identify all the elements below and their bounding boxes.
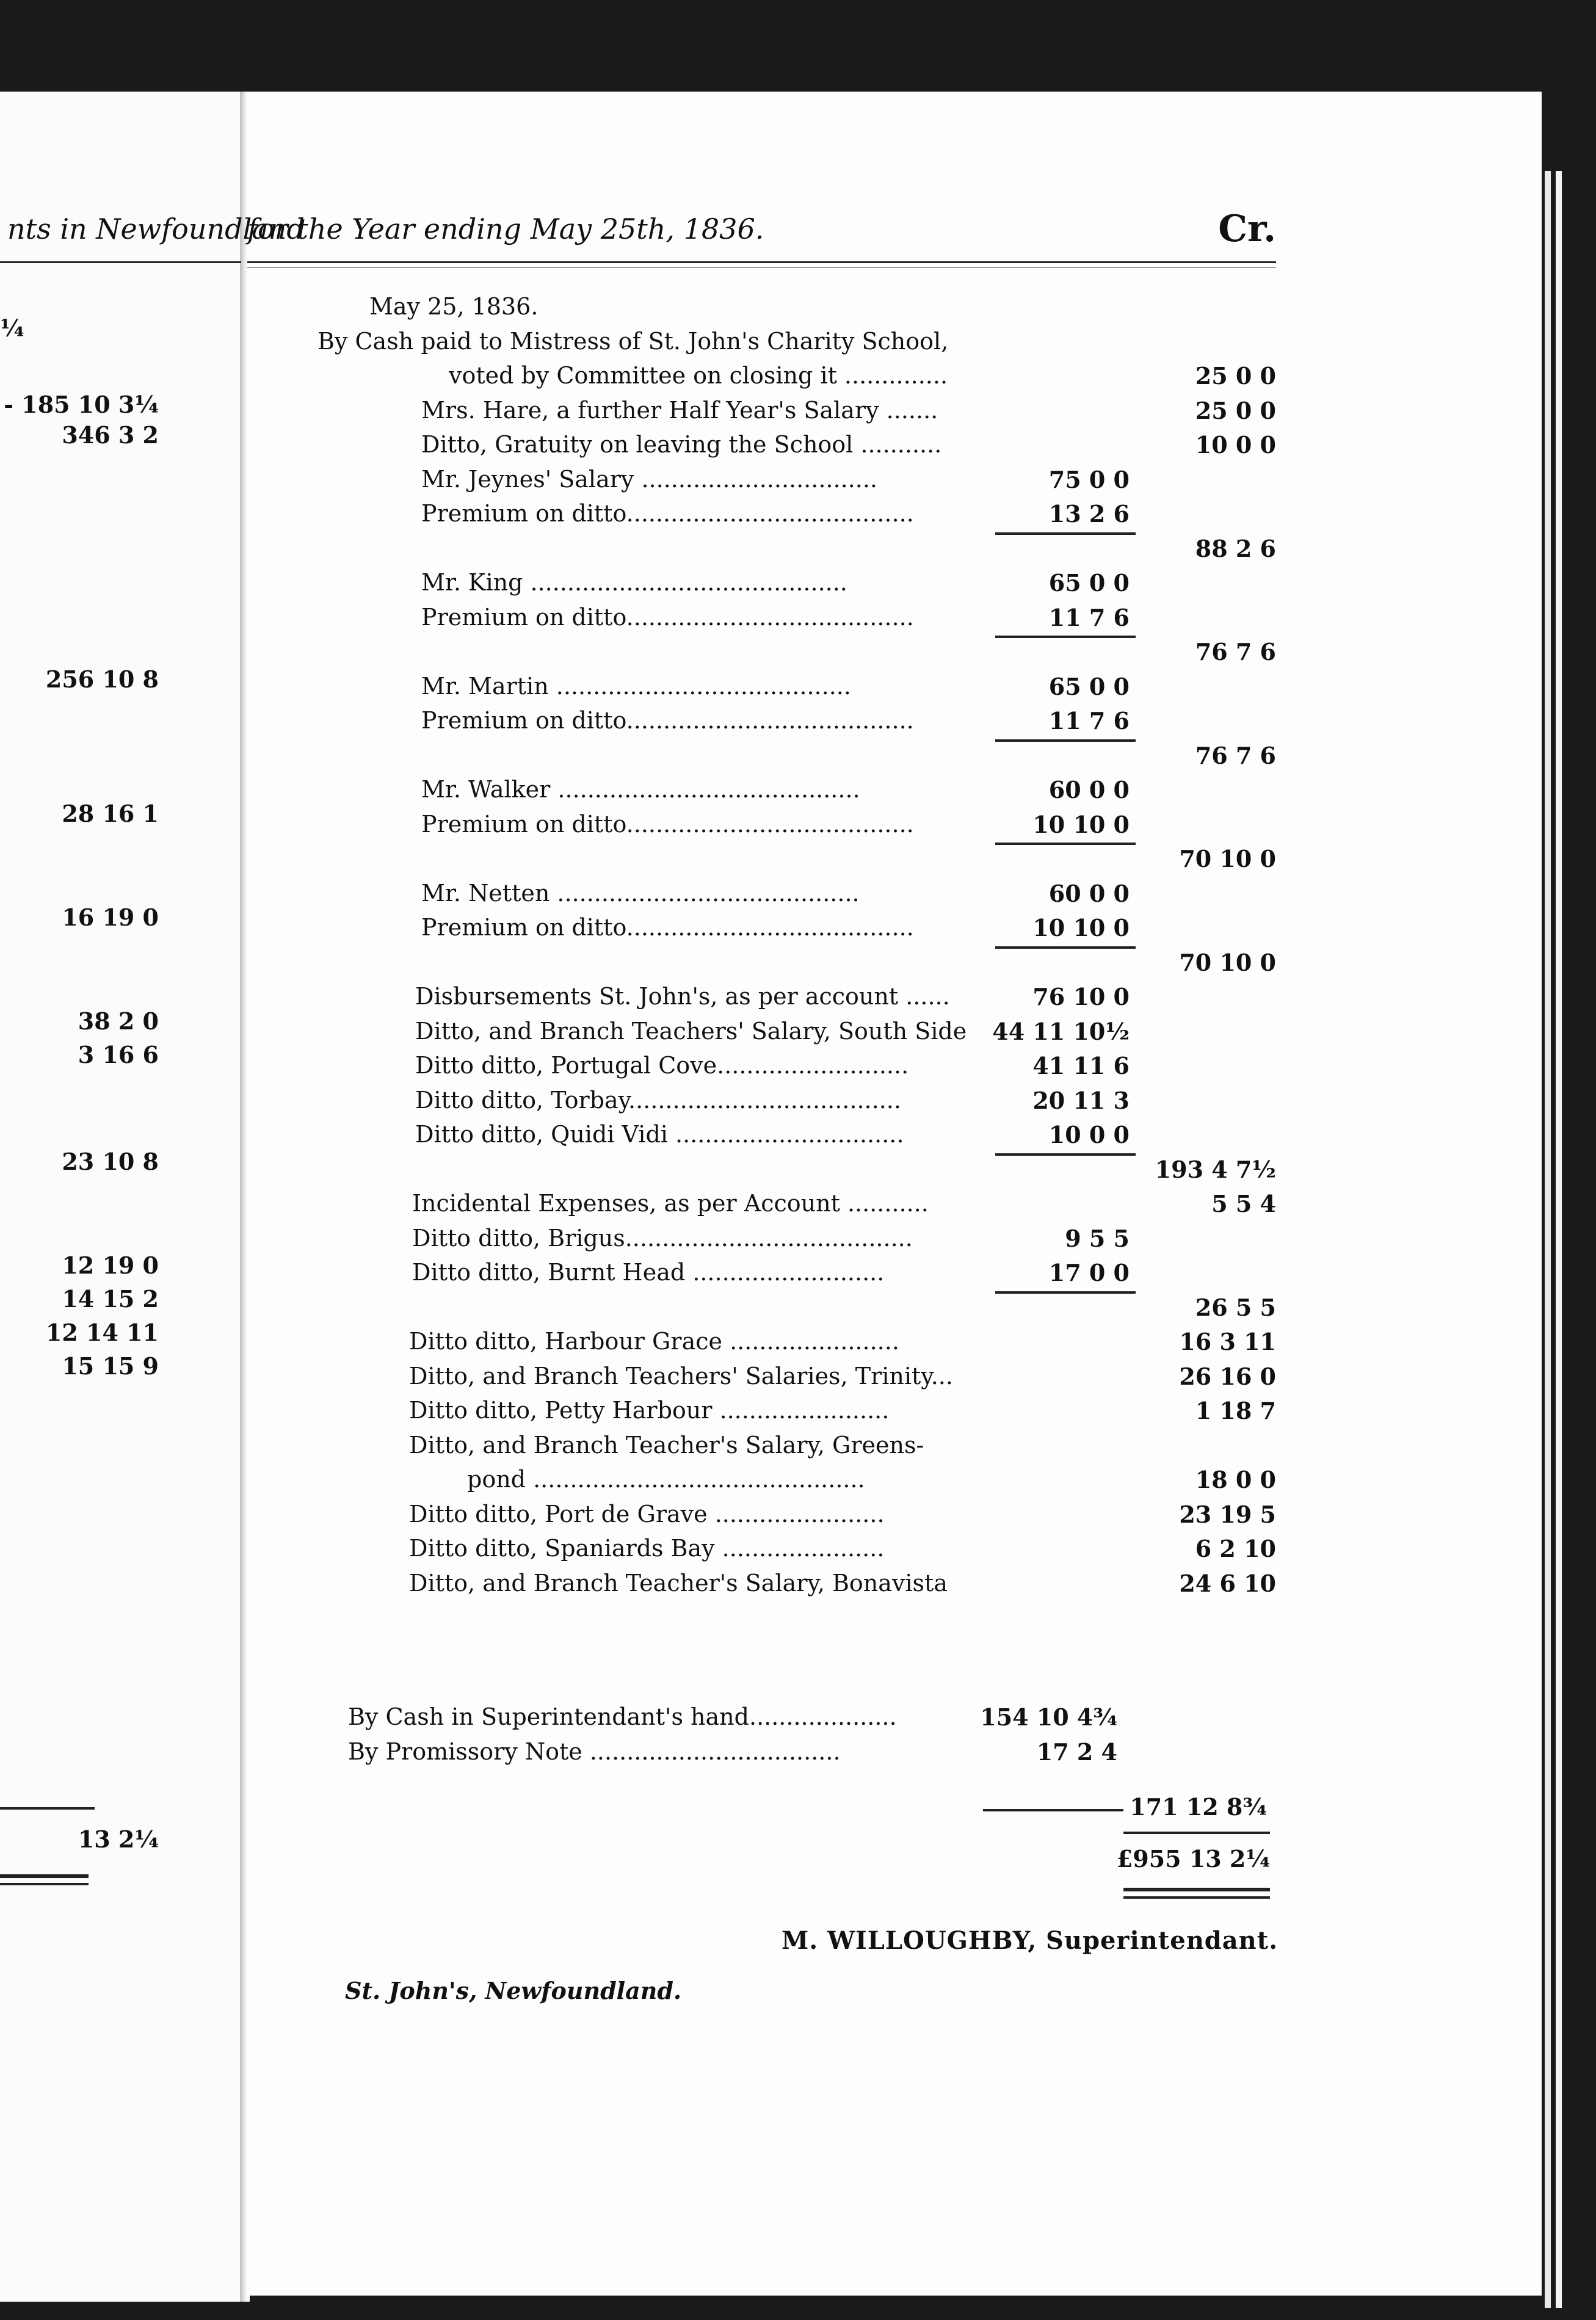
left-total-rule: [0, 1807, 95, 1810]
entry-total: 24 6 10: [1179, 1569, 1276, 1597]
ledger-row: [0, 293, 1282, 327]
entry-amount: 60 0 0: [1048, 776, 1130, 803]
entry-description: Incidental Expenses, as per Account ...........: [412, 1190, 929, 1217]
entry-amount: 17 0 0: [1048, 1259, 1130, 1286]
header-credit-label: Cr.: [1218, 208, 1276, 250]
entry-total: 26 5 5: [1195, 1293, 1276, 1321]
entry-description: Ditto, and Branch Teachers' Salaries, Trinity...: [409, 1362, 953, 1390]
entry-description: Ditto ditto, Quidi Vidi ...............................: [415, 1121, 904, 1148]
left-double-rule: [0, 1883, 89, 1885]
left-top-mark: ¼: [0, 314, 24, 342]
header-rule: [247, 261, 1276, 263]
entry-total: 10 0 0: [1195, 431, 1276, 459]
entry-amount: 20 11 3: [1032, 1086, 1130, 1114]
entry-total: 5 5 4: [1211, 1190, 1276, 1217]
entry-description: Ditto ditto, Brigus.......................................: [412, 1224, 913, 1252]
page-edge: [1556, 171, 1562, 2308]
ledger-row: [0, 1190, 1282, 1224]
left-amount: 38 2 0: [78, 1007, 159, 1035]
entry-description: pond .............................................: [467, 1466, 865, 1493]
entry-total: 23 19 5: [1179, 1500, 1276, 1528]
entry-amount: 41 11 6: [1032, 1052, 1130, 1079]
left-amount: 12 14 11: [45, 1319, 159, 1346]
place-line: St. John's, Newfoundland.: [345, 1977, 682, 2004]
closing-description: By Cash in Superintendant's hand....................: [348, 1703, 897, 1730]
entry-amount: 44 11 10½: [992, 1017, 1130, 1045]
entry-description: Disbursements St. John's, as per account ......: [415, 983, 950, 1010]
ledger-row: [0, 500, 1282, 534]
entry-amount: 10 0 0: [1048, 1121, 1130, 1148]
entry-description: Ditto, and Branch Teacher's Salary, Bonavista: [409, 1569, 948, 1597]
entry-total: 70 10 0: [1179, 845, 1276, 872]
ledger-row: [0, 983, 1282, 1017]
left-amount: 14 15 2: [62, 1285, 159, 1313]
ledger-row: [0, 1052, 1282, 1086]
header-title: for the Year ending May 25th, 1836.: [247, 212, 764, 245]
entry-description: Mr. Martin ........................................: [421, 672, 851, 700]
entry-description: Premium on ditto.......................................: [421, 707, 914, 734]
entry-amount: 76 10 0: [1032, 983, 1130, 1010]
left-amount: 28 16 1: [62, 800, 159, 827]
ledger-row: [0, 914, 1282, 948]
entry-total: 70 10 0: [1179, 948, 1276, 976]
entry-description: Premium on ditto.......................................: [421, 603, 914, 631]
entry-total: 76 7 6: [1195, 638, 1276, 665]
ledger-row: [0, 673, 1282, 707]
left-amount: - 185 10 3¼: [4, 391, 159, 418]
entry-description: Ditto ditto, Harbour Grace .......................: [409, 1328, 899, 1355]
closing-description: By Promissory Note ..................................: [348, 1738, 841, 1765]
entry-description: Mr. Jeynes' Salary ................................: [421, 465, 877, 493]
entry-total: 1 18 7: [1195, 1397, 1276, 1424]
entry-amount: 75 0 0: [1048, 465, 1130, 493]
ledger-row: [0, 535, 1282, 569]
header-left-fragment: nts in Newfoundland: [7, 212, 305, 245]
grand-total: £955 13 2¼: [1116, 1845, 1270, 1872]
entry-total: 76 7 6: [1195, 741, 1276, 769]
ledger-row: [0, 1397, 1282, 1431]
entry-description: May 25, 1836.: [369, 293, 539, 320]
entry-amount: 65 0 0: [1048, 672, 1130, 700]
ledger-row: [0, 1363, 1282, 1397]
left-amount: 12 19 0: [62, 1252, 159, 1279]
ledger-row: [0, 569, 1282, 603]
left-amount: 15 15 9: [62, 1352, 159, 1380]
entry-amount: 9 5 5: [1065, 1224, 1130, 1252]
header-rule-thin: [247, 267, 1276, 268]
ledger-row: [0, 880, 1282, 914]
closing-row: [0, 1793, 1282, 1827]
closing-amount: 17 2 4: [1036, 1738, 1117, 1766]
entry-description: Mr. King ...........................................: [421, 569, 847, 596]
ledger-row: [0, 604, 1282, 638]
entry-total: 88 2 6: [1195, 534, 1276, 562]
total-double-rule: [1123, 1896, 1270, 1899]
left-amount: 256 10 8: [45, 665, 159, 693]
ledger-row: [0, 1018, 1282, 1052]
ledger-row: [0, 1466, 1282, 1500]
ledger-row: [0, 1259, 1282, 1293]
ledger-row: [0, 1432, 1282, 1466]
entry-description: Ditto ditto, Petty Harbour .......................: [409, 1397, 890, 1424]
page-header: [0, 208, 1276, 261]
page-edge: [1545, 171, 1551, 2308]
closing-amount: 154 10 4¾: [980, 1703, 1117, 1731]
entry-amount: 10 10 0: [1032, 914, 1130, 941]
entry-description: Premium on ditto.......................................: [421, 914, 914, 941]
ledger-row: [0, 397, 1282, 431]
entry-description: Mr. Walker .........................................: [421, 776, 860, 803]
ledger-row: [0, 638, 1282, 672]
ledger-row: [0, 362, 1282, 396]
header-rule-left: [0, 261, 241, 263]
ledger-row: [0, 1121, 1282, 1155]
entry-amount: 11 7 6: [1048, 707, 1130, 734]
total-rule-top: [1123, 1832, 1270, 1834]
entry-description: Premium on ditto.......................................: [421, 810, 914, 838]
ledger-row: [0, 1328, 1282, 1362]
entry-description: Mr. Netten .........................................: [421, 879, 860, 907]
entry-amount: 60 0 0: [1048, 879, 1130, 907]
entry-description: Ditto ditto, Portugal Cove..........................: [415, 1052, 909, 1079]
ledger-row: [0, 1294, 1282, 1328]
left-amount: 16 19 0: [62, 904, 159, 931]
entry-description: Ditto, Gratuity on leaving the School ...........: [421, 431, 942, 458]
ledger-row: [0, 1570, 1282, 1604]
ledger-row: [0, 1156, 1282, 1190]
entry-description: By Cash paid to Mistress of St. John's Charity School,: [317, 327, 949, 355]
closing-row: [0, 1738, 1282, 1772]
entry-total: 25 0 0: [1195, 362, 1276, 390]
left-amount: 13 2¼: [78, 1825, 159, 1853]
entry-total: 16 3 11: [1179, 1328, 1276, 1355]
ledger-row: [0, 431, 1282, 465]
entry-total: 26 16 0: [1179, 1362, 1276, 1390]
entry-description: Premium on ditto.......................................: [421, 500, 914, 527]
ledger-row: [0, 466, 1282, 500]
signature: M. WILLOUGHBY, Superintendant.: [782, 1926, 1279, 1955]
ledger-row: [0, 1501, 1282, 1535]
ledger-row: [0, 707, 1282, 741]
entry-total: 193 4 7½: [1155, 1155, 1276, 1183]
entry-total: 6 2 10: [1195, 1535, 1276, 1562]
grand-total-row: [1099, 1845, 1270, 1879]
entry-amount: 10 10 0: [1032, 810, 1130, 838]
ledger-row: [0, 742, 1282, 776]
entry-amount: 65 0 0: [1048, 569, 1130, 596]
entry-description: Ditto, and Branch Teachers' Salary, South Side: [415, 1017, 967, 1045]
closing-row: [0, 1703, 1282, 1738]
left-amount: 3 16 6: [78, 1041, 159, 1068]
entry-description: voted by Committee on closing it ..............: [449, 362, 948, 389]
entry-description: Mrs. Hare, a further Half Year's Salary .......: [421, 396, 938, 424]
left-amount: 23 10 8: [62, 1148, 159, 1175]
entry-amount: 13 2 6: [1048, 500, 1130, 527]
entry-total: 18 0 0: [1195, 1466, 1276, 1493]
ledger-row: [0, 1225, 1282, 1259]
total-double-rule: [1123, 1888, 1270, 1891]
entry-description: Ditto ditto, Port de Grave .......................: [409, 1500, 885, 1528]
ledger-row: [0, 328, 1282, 362]
left-amount: 346 3 2: [62, 421, 159, 449]
ledger-row: [0, 1087, 1282, 1121]
entry-total: 25 0 0: [1195, 396, 1276, 424]
closing-total: 171 12 8¾: [1130, 1793, 1267, 1821]
entry-description: Ditto, and Branch Teacher's Salary, Greens-: [409, 1431, 924, 1459]
ledger-row: [0, 1535, 1282, 1569]
entry-amount: 11 7 6: [1048, 603, 1130, 631]
ledger-row: [0, 811, 1282, 845]
ledger-row: [0, 776, 1282, 810]
entry-description: Ditto ditto, Burnt Head ..........................: [412, 1259, 885, 1286]
entry-description: Ditto ditto, Torbay.....................................: [415, 1086, 901, 1114]
ledger-row: [0, 949, 1282, 983]
left-double-rule: [0, 1874, 89, 1878]
ledger-row: [0, 845, 1282, 879]
entry-description: Ditto ditto, Spaniards Bay ......................: [409, 1535, 885, 1562]
